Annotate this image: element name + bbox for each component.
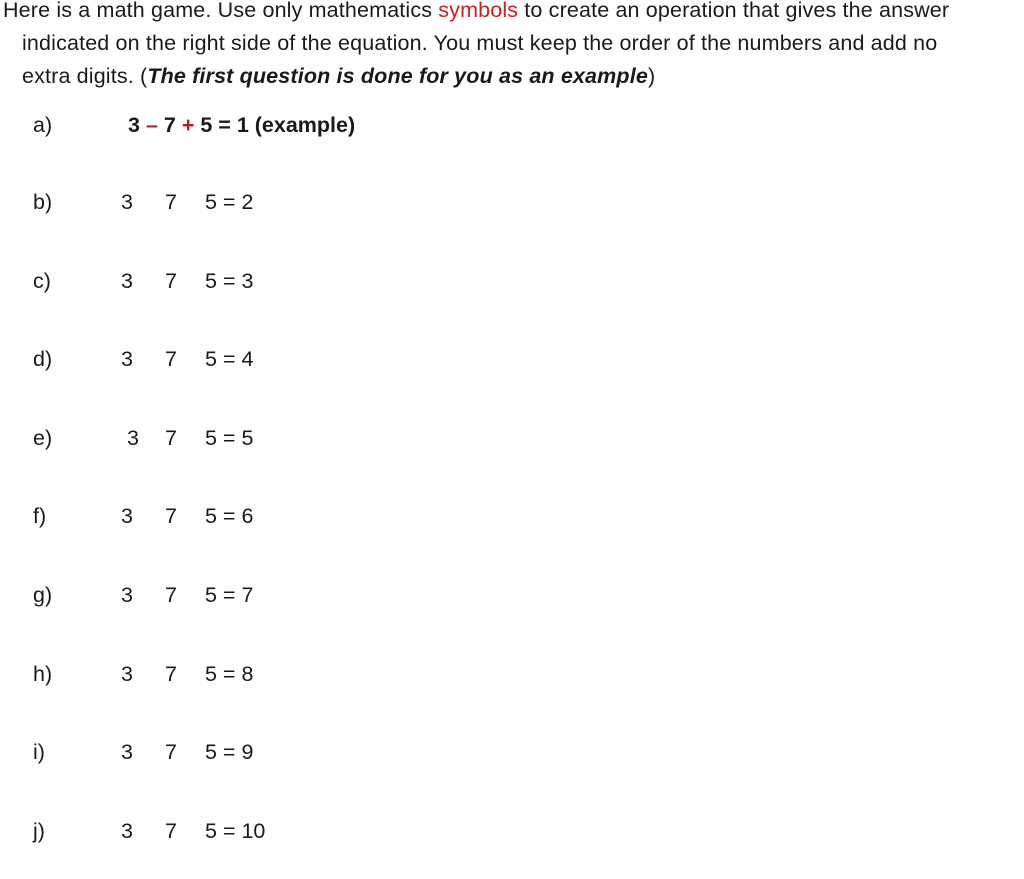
problem-label: f) — [33, 504, 47, 528]
first-number: 3 — [121, 347, 133, 371]
problem-label: e) — [33, 426, 53, 450]
second-number: 7 — [165, 426, 177, 450]
instructions-line-3 — [3, 60, 1013, 93]
second-number: 7 — [165, 583, 177, 607]
example-result: 5 = 1 (example) — [200, 113, 356, 137]
first-number: 3 — [121, 269, 133, 293]
problem-label: c) — [33, 269, 51, 293]
instructions-line-1-prefix: Here is a math game. Use only mathematics — [3, 0, 439, 22]
example-equation — [128, 109, 355, 141]
equation-remainder: 5 = 2 — [205, 190, 254, 214]
problem-row — [0, 343, 600, 375]
problem-label: d) — [33, 347, 53, 371]
problem-label: b) — [33, 190, 53, 214]
problem-label: a) — [33, 113, 53, 137]
second-number: 7 — [165, 269, 177, 293]
problem-label: g) — [33, 583, 53, 607]
equation-remainder: 5 = 5 — [205, 426, 254, 450]
first-number: 3 — [121, 583, 133, 607]
instructions-line-2: indicated on the right side of the equation. You must keep the order of the numbers and add no — [22, 31, 938, 55]
second-number: 7 — [165, 819, 177, 843]
symbols-highlight: symbols — [438, 0, 519, 22]
equation-remainder: 5 = 7 — [205, 583, 254, 607]
second-number: 7 — [165, 347, 177, 371]
instructions-line-1 — [3, 0, 1013, 27]
problem-row — [0, 265, 600, 297]
example-number-2: 7 — [163, 113, 176, 137]
equation-remainder: 5 = 9 — [205, 740, 254, 764]
first-number: 3 — [121, 190, 133, 214]
problem-row — [0, 736, 600, 768]
problem-row — [0, 500, 600, 532]
instructions — [3, 0, 1013, 93]
equation-remainder: 5 = 8 — [205, 662, 254, 686]
first-number: 3 — [127, 426, 139, 450]
problem-label: j) — [33, 819, 45, 843]
example-number-1: 3 — [128, 113, 140, 137]
instructions-line-3-prefix: extra digits. ( — [22, 64, 148, 88]
second-number: 7 — [165, 740, 177, 764]
second-number: 7 — [165, 190, 177, 214]
second-number: 7 — [165, 504, 177, 528]
problem-row — [0, 815, 600, 847]
example-note: The first question is done for you as an example — [147, 64, 648, 88]
problem-label: h) — [33, 662, 53, 686]
equation-remainder: 5 = 10 — [205, 819, 266, 843]
first-number: 3 — [121, 504, 133, 528]
minus-operator: – — [139, 113, 164, 137]
equation-remainder: 5 = 4 — [205, 347, 254, 371]
first-number: 3 — [121, 819, 133, 843]
second-number: 7 — [165, 662, 177, 686]
first-number: 3 — [121, 662, 133, 686]
problem-row — [0, 579, 600, 611]
instructions-line-3-suffix: ) — [647, 64, 656, 88]
problem-label: i) — [33, 740, 45, 764]
problem-row — [0, 658, 600, 690]
first-number: 3 — [121, 740, 133, 764]
instructions-line-1-suffix: to create an operation that gives the answer — [518, 0, 950, 22]
example-problem — [0, 109, 600, 141]
problem-row — [0, 422, 600, 454]
equation-remainder: 5 = 6 — [205, 504, 254, 528]
plus-operator: + — [175, 113, 201, 137]
problem-row — [0, 186, 600, 218]
equation-remainder: 5 = 3 — [205, 269, 254, 293]
